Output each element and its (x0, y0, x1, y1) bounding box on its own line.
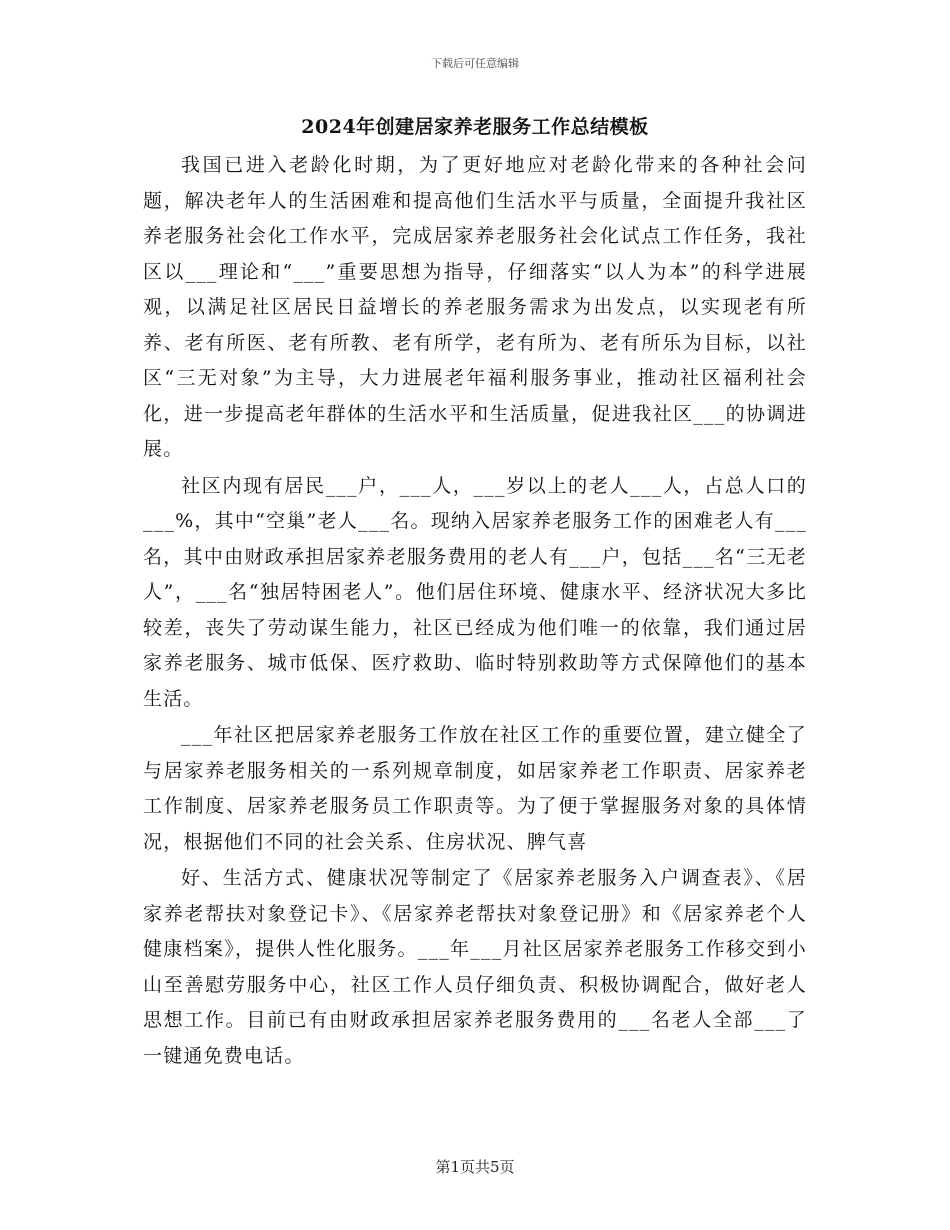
paragraph: 社区内现有居民___户，___人，___岁以上的老人___人，占总人口的___%，其中“空巢”老人___名。现纳入居家养老服务工作的困难老人有___名，其中由财政承担居家养老服务费用的老人有___户，包括___名“三无老人”，___名“独居特困老人”。他们居住环境、健康水平、经济状况大多比较差，丧失了劳动谋生能力，社区已经成为他们唯一的依靠，我们通过居家养老服务、城市低保、医疗救助、临时特别救助等方式保障他们的基本生活。 (143, 474, 807, 710)
page-number: 第1页共5页 (435, 1158, 515, 1176)
paragraph: 我国已进入老龄化时期，为了更好地应对老龄化带来的各种社会问题，解决老年人的生活困难和提高他们生活水平与质量，全面提升我社区养老服务社会化工作水平，完成居家养老服务社会化试点工作任务，我社区以___理论和“___”重要思想为指导，仔细落实“以人为本”的科学进展观，以满足社区居民日益增长的养老服务需求为出发点，以实现老有所养、老有所医、老有所教、老有所学，老有所为、老有所乐为目标，以社区“三无对象”为主导，大力进展老年福利服务事业，推动社区福利社会化，进一步提高老年群体的生活水平和生活质量，促进我社区___的协调进展。 (143, 154, 807, 460)
paragraph: ___年社区把居家养老服务工作放在社区工作的重要位置，建立健全了与居家养老服务相关的一系列规章制度，如居家养老工作职责、居家养老工作制度、居家养老服务员工作职责等。为了便于掌握服务对象的具体情况，根据他们不同的社会关系、住房状况、脾气喜 (143, 724, 807, 853)
document-title: 2024年创建居家养老服务工作总结模板 (301, 116, 649, 138)
paragraph: 好、生活方式、健康状况等制定了《居家养老服务入户调查表》、《居家养老帮扶对象登记卡》、《居家养老帮扶对象登记册》和《居家养老个人健康档案》，提供人性化服务。___年___月社区居家养老服务工作移交到小山至善慰劳服务中心，社区工作人员仔细负责、积极协调配合，做好老人思想工作。目前已有由财政承担居家养老服务费用的___名老人全部___了一键通免费电话。 (143, 867, 807, 1067)
document-body (143, 148, 807, 1075)
header-note: 下载后可任意编辑 (431, 57, 519, 70)
